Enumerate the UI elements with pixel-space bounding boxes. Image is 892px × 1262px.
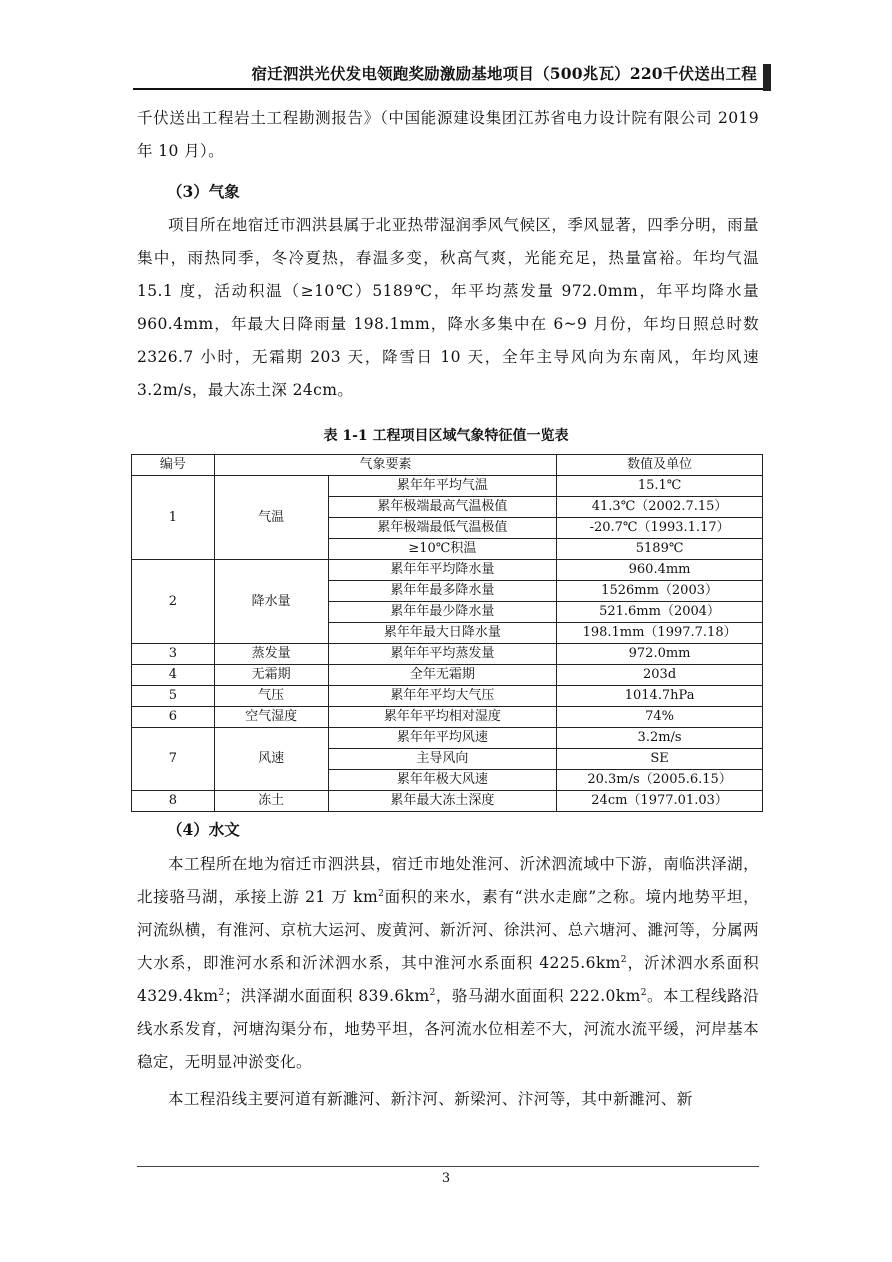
cell-value: 24cm（1977.01.03） [557,791,763,812]
table-row [132,686,763,707]
cell-category: 蒸发量 [214,644,328,665]
cell-value: 20.3m/s（2005.6.15） [557,770,763,791]
cell-no: 3 [132,644,215,665]
hydro-text-e: ，骆马湖水面面积 222.0km [435,987,641,1005]
cell-item: 累年极端最高气温极值 [328,497,557,518]
paragraph-hydrology [137,848,759,1079]
cell-item: 累年年平均降水量 [328,560,557,581]
table-row [132,476,763,497]
cell-item: 累年年平均风速 [328,728,557,749]
cell-value: 972.0mm [557,644,763,665]
cell-item: 累年年最大日降水量 [328,623,557,644]
header-no: 编号 [132,455,215,476]
paragraph-0: 千伏送出工程岩土工程勘测报告》（中国能源建设集团江苏省电力设计院有限公司 2019 年 10 月）。 [137,109,759,160]
cell-item: 累年年平均相对湿度 [328,707,557,728]
footer-rule [137,1166,759,1167]
cell-item: 累年年最多降水量 [328,581,557,602]
table-header-row [132,455,763,476]
cell-value: 15.1℃ [557,476,763,497]
hydro-text-a: 本工程所在地为宿迁市泗洪县，宿迁市地处淮河、沂沭泗流域中下游，南临洪泽湖，北接骆马湖，承接上游 21 万 km [137,855,759,906]
cell-value: 1014.7hPa [557,686,763,707]
cell-value: -20.7℃（1993.1.17） [557,518,763,539]
cell-item: 累年年极大风速 [328,770,557,791]
sup-2: 2 [218,987,225,998]
meteorology-table [131,454,763,812]
cell-item: 累年年平均气温 [328,476,557,497]
cell-value: 74% [557,707,763,728]
paragraph-meteorology: 项目所在地宿迁市泗洪县属于北亚热带湿润季风气候区，季风显著，四季分明，雨量集中，雨热同季，冬冷夏热，春温多变，秋高气爽，光能充足，热量富裕。年均气温 15.1 度，活动积温（≥10℃）5189℃，年平均蒸发量 972.0mm，年平均降水量 960.4mm，年最大日降雨量 198.1mm，降水多集中在 6~9 月份，年均日照总时数 2326.7 小时，无霜期 203 天，降雪日 10 天，全年主导风向为东南风，年均风速 3.2m/s，最大冻土深 24cm。 [137,216,759,399]
page-number: 3 [441,1171,451,1186]
header-value: 数值及单位 [557,455,763,476]
cell-value: 3.2m/s [557,728,763,749]
cell-value: 198.1mm（1997.7.18） [557,623,763,644]
hydro-text-b: 面积的来水，素有“洪水走廊”之称。境内地势平坦，河流纵横，有淮河、京杭大运河、废黄河、新沂河、徐洪河、总六塘河、濉河等，分属两大水系，即淮河水系和沂沭泗水系，其中淮河水系面积 4225.6km [137,888,759,972]
cell-no: 4 [132,665,215,686]
paragraph-rivers: 本工程沿线主要河道有新濉河、新汴河、新梁河、汴河等，其中新濉河、新 [168,1090,693,1108]
cell-item: 累年年平均蒸发量 [328,644,557,665]
section-4-body [137,848,759,1116]
cell-category: 降水量 [214,560,328,644]
table-caption: 表 1-1 工程项目区域气象特征值一览表 [323,428,569,444]
cell-no: 5 [132,686,215,707]
section-4-title: （4）水文 [167,820,240,839]
cell-item: 全年无霜期 [328,665,557,686]
cell-value: SE [557,749,763,770]
section-3-body [137,209,759,407]
cell-value: 41.3℃（2002.7.15） [557,497,763,518]
cell-value: 203d [557,665,763,686]
sup-2: 2 [620,954,627,965]
table-row [132,644,763,665]
hydro-text-d: ；洪泽湖水面面积 839.6km [224,987,430,1005]
cell-value: 1526mm（2003） [557,581,763,602]
cell-no: 1 [132,476,215,560]
cell-no: 8 [132,791,215,812]
cell-category: 冻土 [214,791,328,812]
cell-item: 累年年平均大气压 [328,686,557,707]
hydro-text-f: 。本工程线路沿线水系发育，河塘沟渠分布，地势平坦，各河流水位相差不大，河流水流平缓，河岸基本稳定，无明显冲淤变化。 [137,987,759,1071]
table-row [132,665,763,686]
cell-category: 气温 [214,476,328,560]
table-row [132,728,763,749]
cell-no: 2 [132,560,215,644]
table-row [132,707,763,728]
sup-2: 2 [378,888,385,899]
header-element: 气象要素 [214,455,556,476]
hydro-text-c: ，沂沭泗水系面积 4329.4km [137,954,759,1005]
cell-item: 累年极端最低气温极值 [328,518,557,539]
header-bar [763,64,771,91]
cell-item: ≥10℃积温 [328,539,557,560]
cell-item: 累年最大冻土深度 [328,791,557,812]
cell-value: 960.4mm [557,560,763,581]
table-row [132,560,763,581]
table-row [132,791,763,812]
header-rule [133,88,763,90]
cell-category: 风速 [214,728,328,791]
cell-category: 气压 [214,686,328,707]
cell-item: 主导风向 [328,749,557,770]
section-3-title: （3）气象 [167,182,240,201]
cell-no: 6 [132,707,215,728]
cell-no: 7 [132,728,215,791]
cell-value: 521.6mm（2004） [557,602,763,623]
sup-2: 2 [429,987,436,998]
paragraph-continuation [137,102,759,168]
cell-value: 5189℃ [557,539,763,560]
header-title: 宿迁泗洪光伏发电领跑奖励激励基地项目（500兆瓦）220千伏送出工程 [251,64,757,83]
sup-2: 2 [640,987,647,998]
cell-item: 累年年最少降水量 [328,602,557,623]
cell-category: 无霜期 [214,665,328,686]
cell-category: 空气湿度 [214,707,328,728]
